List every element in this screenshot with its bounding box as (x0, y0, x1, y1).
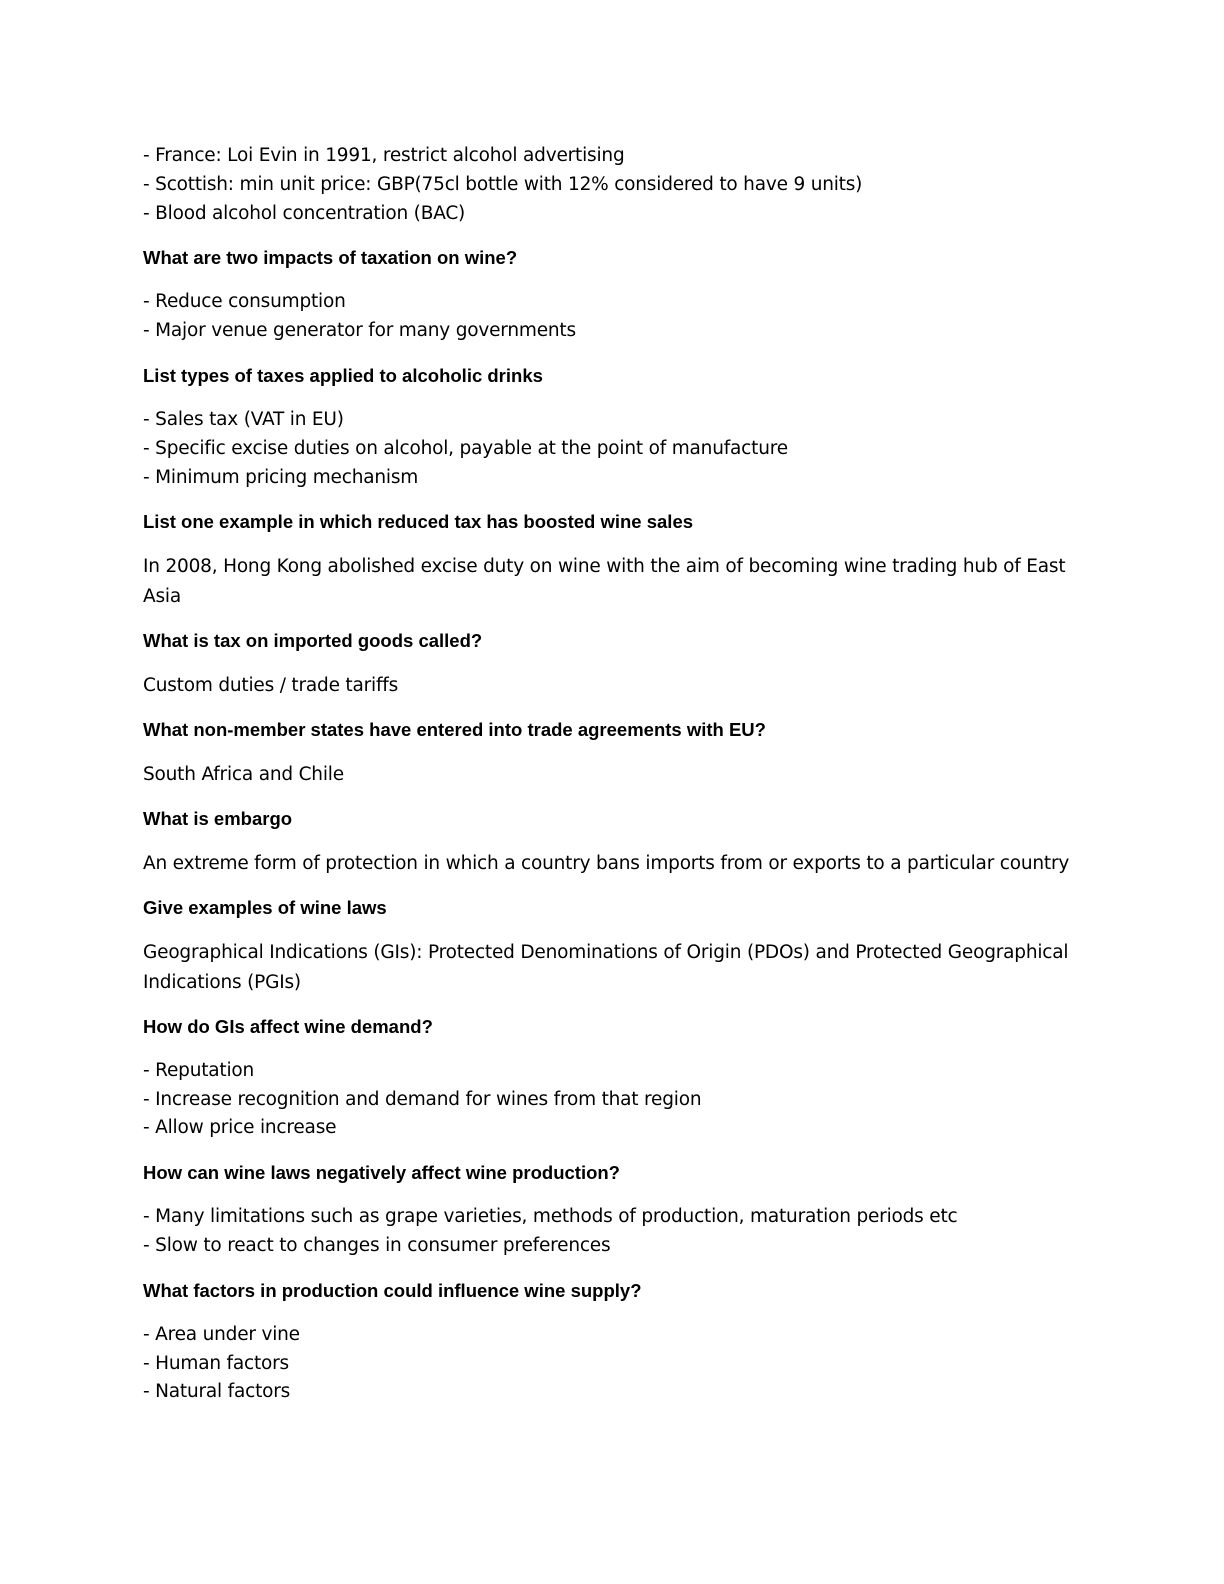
answer-line: - Natural factors (143, 1381, 291, 1403)
answer-line: - Allow price increase (143, 1117, 337, 1139)
question-heading: What non-member states have entered into trade agreements with EU? (143, 718, 766, 740)
answer-line: - Reduce consumption (143, 291, 346, 313)
answer-line: - Major venue generator for many governments (143, 320, 576, 342)
intro-line: - France: Loi Evin in 1991, restrict alcohol advertising (143, 145, 625, 166)
answer-paragraph (143, 849, 1073, 878)
answer-text: In 2008, Hong Kong abolished excise duty on wine with the aim of becoming wine trading hub of East Asia (143, 556, 1066, 607)
intro-list (143, 142, 1073, 228)
question-heading: How do GIs affect wine demand? (143, 1015, 433, 1037)
question-heading: What factors in production could influence wine supply? (143, 1279, 642, 1301)
intro-line: - Blood alcohol concentration (BAC) (143, 202, 466, 224)
answer-line: - Human factors (143, 1352, 289, 1374)
answer-line: - Slow to react to changes in consumer preferences (143, 1234, 611, 1256)
question-heading: What are two impacts of taxation on wine? (143, 247, 518, 269)
answer-line: - Reputation (143, 1059, 255, 1081)
question-heading: Give examples of wine laws (143, 897, 387, 919)
question-heading: What is tax on imported goods called? (143, 629, 483, 651)
answer-list (143, 1203, 1073, 1261)
answer-text: Custom duties / trade tariffs (143, 674, 399, 696)
answer-paragraph (143, 760, 1073, 789)
answer-text: South Africa and Chile (143, 763, 344, 785)
answer-list (143, 1321, 1073, 1407)
answer-text: Geographical Indications (GIs): Protected Denominations of Origin (PDOs) and Protected Geographical Indications (PGIs) (143, 942, 1069, 993)
question-heading: How can wine laws negatively affect wine production? (143, 1162, 620, 1184)
question-heading: List one example in which reduced tax has boosted wine sales (143, 511, 694, 533)
answer-text: An extreme form of protection in which a country bans imports from or exports to a particular country (143, 853, 1070, 875)
answer-line: - Many limitations such as grape varieties, methods of production, maturation periods etc (143, 1206, 958, 1228)
answer-line: - Specific excise duties on alcohol, payable at the point of manufacture (143, 437, 788, 459)
answer-line: - Minimum pricing mechanism (143, 466, 419, 488)
question-heading: What is embargo (143, 808, 293, 830)
answer-paragraph (143, 552, 1073, 610)
intro-line: - Scottish: min unit price: GBP(75cl bottle with 12% considered to have 9 units) (143, 173, 863, 195)
document-page (143, 142, 1073, 1423)
answer-list (143, 288, 1073, 346)
answer-paragraph (143, 938, 1073, 996)
answer-list (143, 1057, 1073, 1143)
answer-list (143, 406, 1073, 492)
answer-paragraph (143, 671, 1073, 700)
answer-line: - Area under vine (143, 1323, 300, 1345)
question-heading: List types of taxes applied to alcoholic drinks (143, 364, 543, 386)
answer-line: - Increase recognition and demand for wines from that region (143, 1088, 702, 1110)
answer-line: - Sales tax (VAT in EU) (143, 408, 344, 430)
